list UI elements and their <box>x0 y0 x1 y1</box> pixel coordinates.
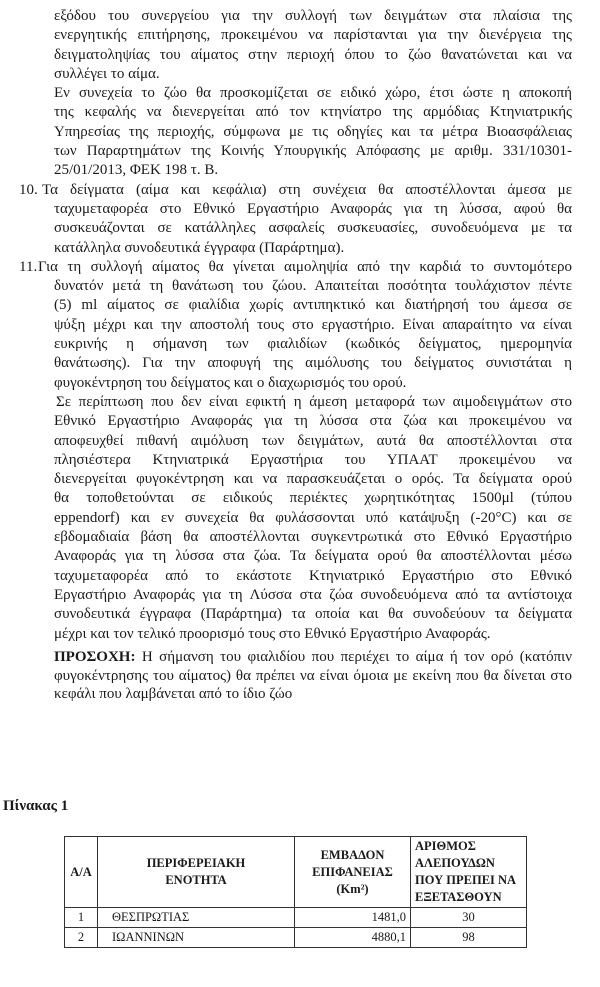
table-header-row <box>65 837 527 908</box>
cell-area: 1481,0 <box>295 908 411 928</box>
text-line: μέχρι και τον τελικό προορισμό τους στο Εθνικό Εργαστήριο Αναφοράς. <box>54 625 491 642</box>
text-line: ευκρινής η σήμανση των φιαλιδίων (κωδικός δείγματος, ημερομηνία <box>54 336 572 353</box>
text-line: διενεργείται φυγοκέντρηση και να παρασκευάζεται ο ορός. Τα δείγματα ορού <box>54 471 572 488</box>
text-line: Εν συνεχεία το ζώο θα προσκομίζεται σε ειδικό χώρο, έτσι ώστε η αποκοπή <box>54 85 572 102</box>
header-index: Α/Α <box>65 837 98 908</box>
table-row <box>65 908 527 928</box>
list-number: 10. <box>19 181 38 198</box>
header-region: ΠΕΡΙΦΕΡΕΙΑΚΗ ΕΝΟΤΗΤΑ <box>98 837 295 908</box>
attention-label: ΠΡΟΣΟΧΗ: <box>54 649 136 665</box>
text-line: ψύξη μέχρι και την αποστολή τους στο εργαστήριο. Είναι απαραίτητο να είναι <box>54 316 572 333</box>
text-line: θανάτωσης). Για την αποφυγή της αιμόλυσης του δείγματος συνιστάται η <box>54 355 572 372</box>
text-line: εβδομαδιαία βάση θα αποστέλλονται συγκεντρωτικά στο Εθνικό Εργαστήριο <box>54 529 572 546</box>
text-line: δυνατόν μετά τη θανάτωση του ζώου. Απαιτείται ποσότητα τουλάχιστον πέντε <box>54 278 572 295</box>
text-line: Σε περίπτωση που δεν είναι εφικτή η άμεση μεταφορά των αιμοδειγμάτων στο <box>56 393 572 410</box>
text-line: συνοδευτικά έγγραφα (Παράρτημα) τα οποία και θα συνοδεύουν τα δείγματα <box>54 606 572 623</box>
text-line: Τα δείγματα (αίμα και κεφάλια) στη συνέχεια θα αποστέλλονται άμεσα με <box>42 181 572 198</box>
text-line: θα τοποθετούνται σε ειδικούς περιέκτες χωρητικότητας 1500μl (τύπου <box>54 490 572 507</box>
text-line: 25/01/2013, ΦΕΚ 198 τ. Β. <box>54 162 219 179</box>
text-line: των Παραρτημάτων της Κοινής Υπουργικής Απόφασης με αριθμ. 331/10301- <box>54 143 572 160</box>
text-line: αποφευχθεί πιθανή αιμόλυση των δειγμάτων, αυτά θα αποστέλλονται στα <box>54 432 572 449</box>
cell-fox-count: 98 <box>411 928 527 948</box>
cell-region: ΙΩΑΝΝΙΝΩΝ <box>98 928 295 948</box>
fox-sampling-table <box>64 836 527 948</box>
text-line: της κεφαλής να διενεργείται από τον κτηνίατρο της αρμόδιας Κτηνιατρικής <box>54 104 572 121</box>
text-line: συλλέγει το αίμα. <box>54 65 160 82</box>
text-line: εξόδου του συνεργείου για την συλλογή των δειγμάτων στα πλαίσια της <box>54 8 572 24</box>
text-line: eppendorf) και εν συνεχεία θα φυλάσσονται υπό κατάψυξη (-20°C) και σε <box>54 509 572 526</box>
text-line: ταχυμεταφορέα στο Εθνικό Εργαστήριο Αναφοράς για τη λύσσα, αφού θα <box>54 200 572 217</box>
text-line: κατάλληλα συνοδευτικά έγγραφα (Παράρτημα). <box>54 239 345 256</box>
text-line: Για τη συλλογή αίματος θα γίνεται αιμοληψία από την καρδιά το συντομότερο <box>38 258 572 275</box>
list-item-10 <box>19 181 572 258</box>
text-line: ταχυμεταφορέα από το εκάστοτε Κτηνιατρικό Εργαστήριο στο Εθνικό <box>54 567 572 584</box>
table-row <box>65 928 527 948</box>
text-line: πλησιέστερα Κτηνιατρικά Εργαστήρια του ΥΠΑΑΤ προκειμένου να <box>54 451 572 468</box>
text-line: Εργαστήριο Αναφοράς για τη Λύσσα στα ζώα συνοδευόμενα από τα αντίστοιχα <box>54 586 572 603</box>
paragraph-serum-handling <box>54 393 572 644</box>
text-line: Εθνικό Εργαστήριο Αναφοράς για τη λύσσα στα ζώα και προκειμένου να <box>54 413 572 430</box>
text-line: Υπηρεσίας της περιοχής, σύμφωνα με τις οδηγίες και τα μέτρα Βιοασφάλειας <box>54 123 572 140</box>
cell-index: 2 <box>65 928 98 948</box>
header-fox-count: ΑΡΙΘΜΟΣ ΑΛΕΠΟΥΔΩΝ ΠΟΥ ΠΡΕΠΕΙ ΝΑ ΕΞΕΤΑΣΘΟΥΝ <box>411 837 527 908</box>
cell-region: ΘΕΣΠΡΩΤΙΑΣ <box>98 908 295 928</box>
text-line: συσκευάζονται σε κατάλληλες ασφαλείς συσκευασίες, συνοδευόμενα με τα <box>54 220 572 237</box>
text-line: (5) ml αίματος σε φιαλίδια χωρίς αντιπηκτικό και διατήρησή του άμεσα σε <box>54 297 572 314</box>
header-area: ΕΜΒΑΔΟΝ ΕΠΙΦΑΝΕΙΑΣ (Km²) <box>295 837 411 908</box>
text-line: δειγματοληψίας του αίματος στην περιοχή όπου το ζώο θανατώνεται και να <box>54 46 572 63</box>
paragraph-head-removal <box>54 84 572 180</box>
cell-index: 1 <box>65 908 98 928</box>
list-number: 11. <box>19 258 38 275</box>
text-line: Αναφοράς για τη λύσσα στα ζώα. Τα δείγματα ορού θα αποστέλλονται μέσω <box>54 548 572 565</box>
cell-area: 4880,1 <box>295 928 411 948</box>
text-line: ενεργητικής επιτήρησης, προκειμένου να παρίστανται για την διενέργεια της <box>54 27 572 44</box>
document-body <box>19 7 572 644</box>
list-item-11 <box>19 258 572 393</box>
cell-fox-count: 30 <box>411 908 527 928</box>
text-line: φυγοκέντρηση του δείγματος και ο διαχωρισμός του ορού. <box>54 374 407 391</box>
attention-note <box>54 648 572 704</box>
attention-text: Η σήμανση του φιαλιδίου που περιέχει το αίμα ή τον ορό (κατόπιν φυγοκέντρησης του αίματος) θα πρέπει να είναι όμοια με εκείνη που θα δίνεται στο κεφάλι που λαμβάνεται από το ίδιο ζώο <box>54 649 573 703</box>
paragraph-continuation <box>54 7 572 84</box>
table-title: Πίνακας 1 <box>3 798 69 814</box>
